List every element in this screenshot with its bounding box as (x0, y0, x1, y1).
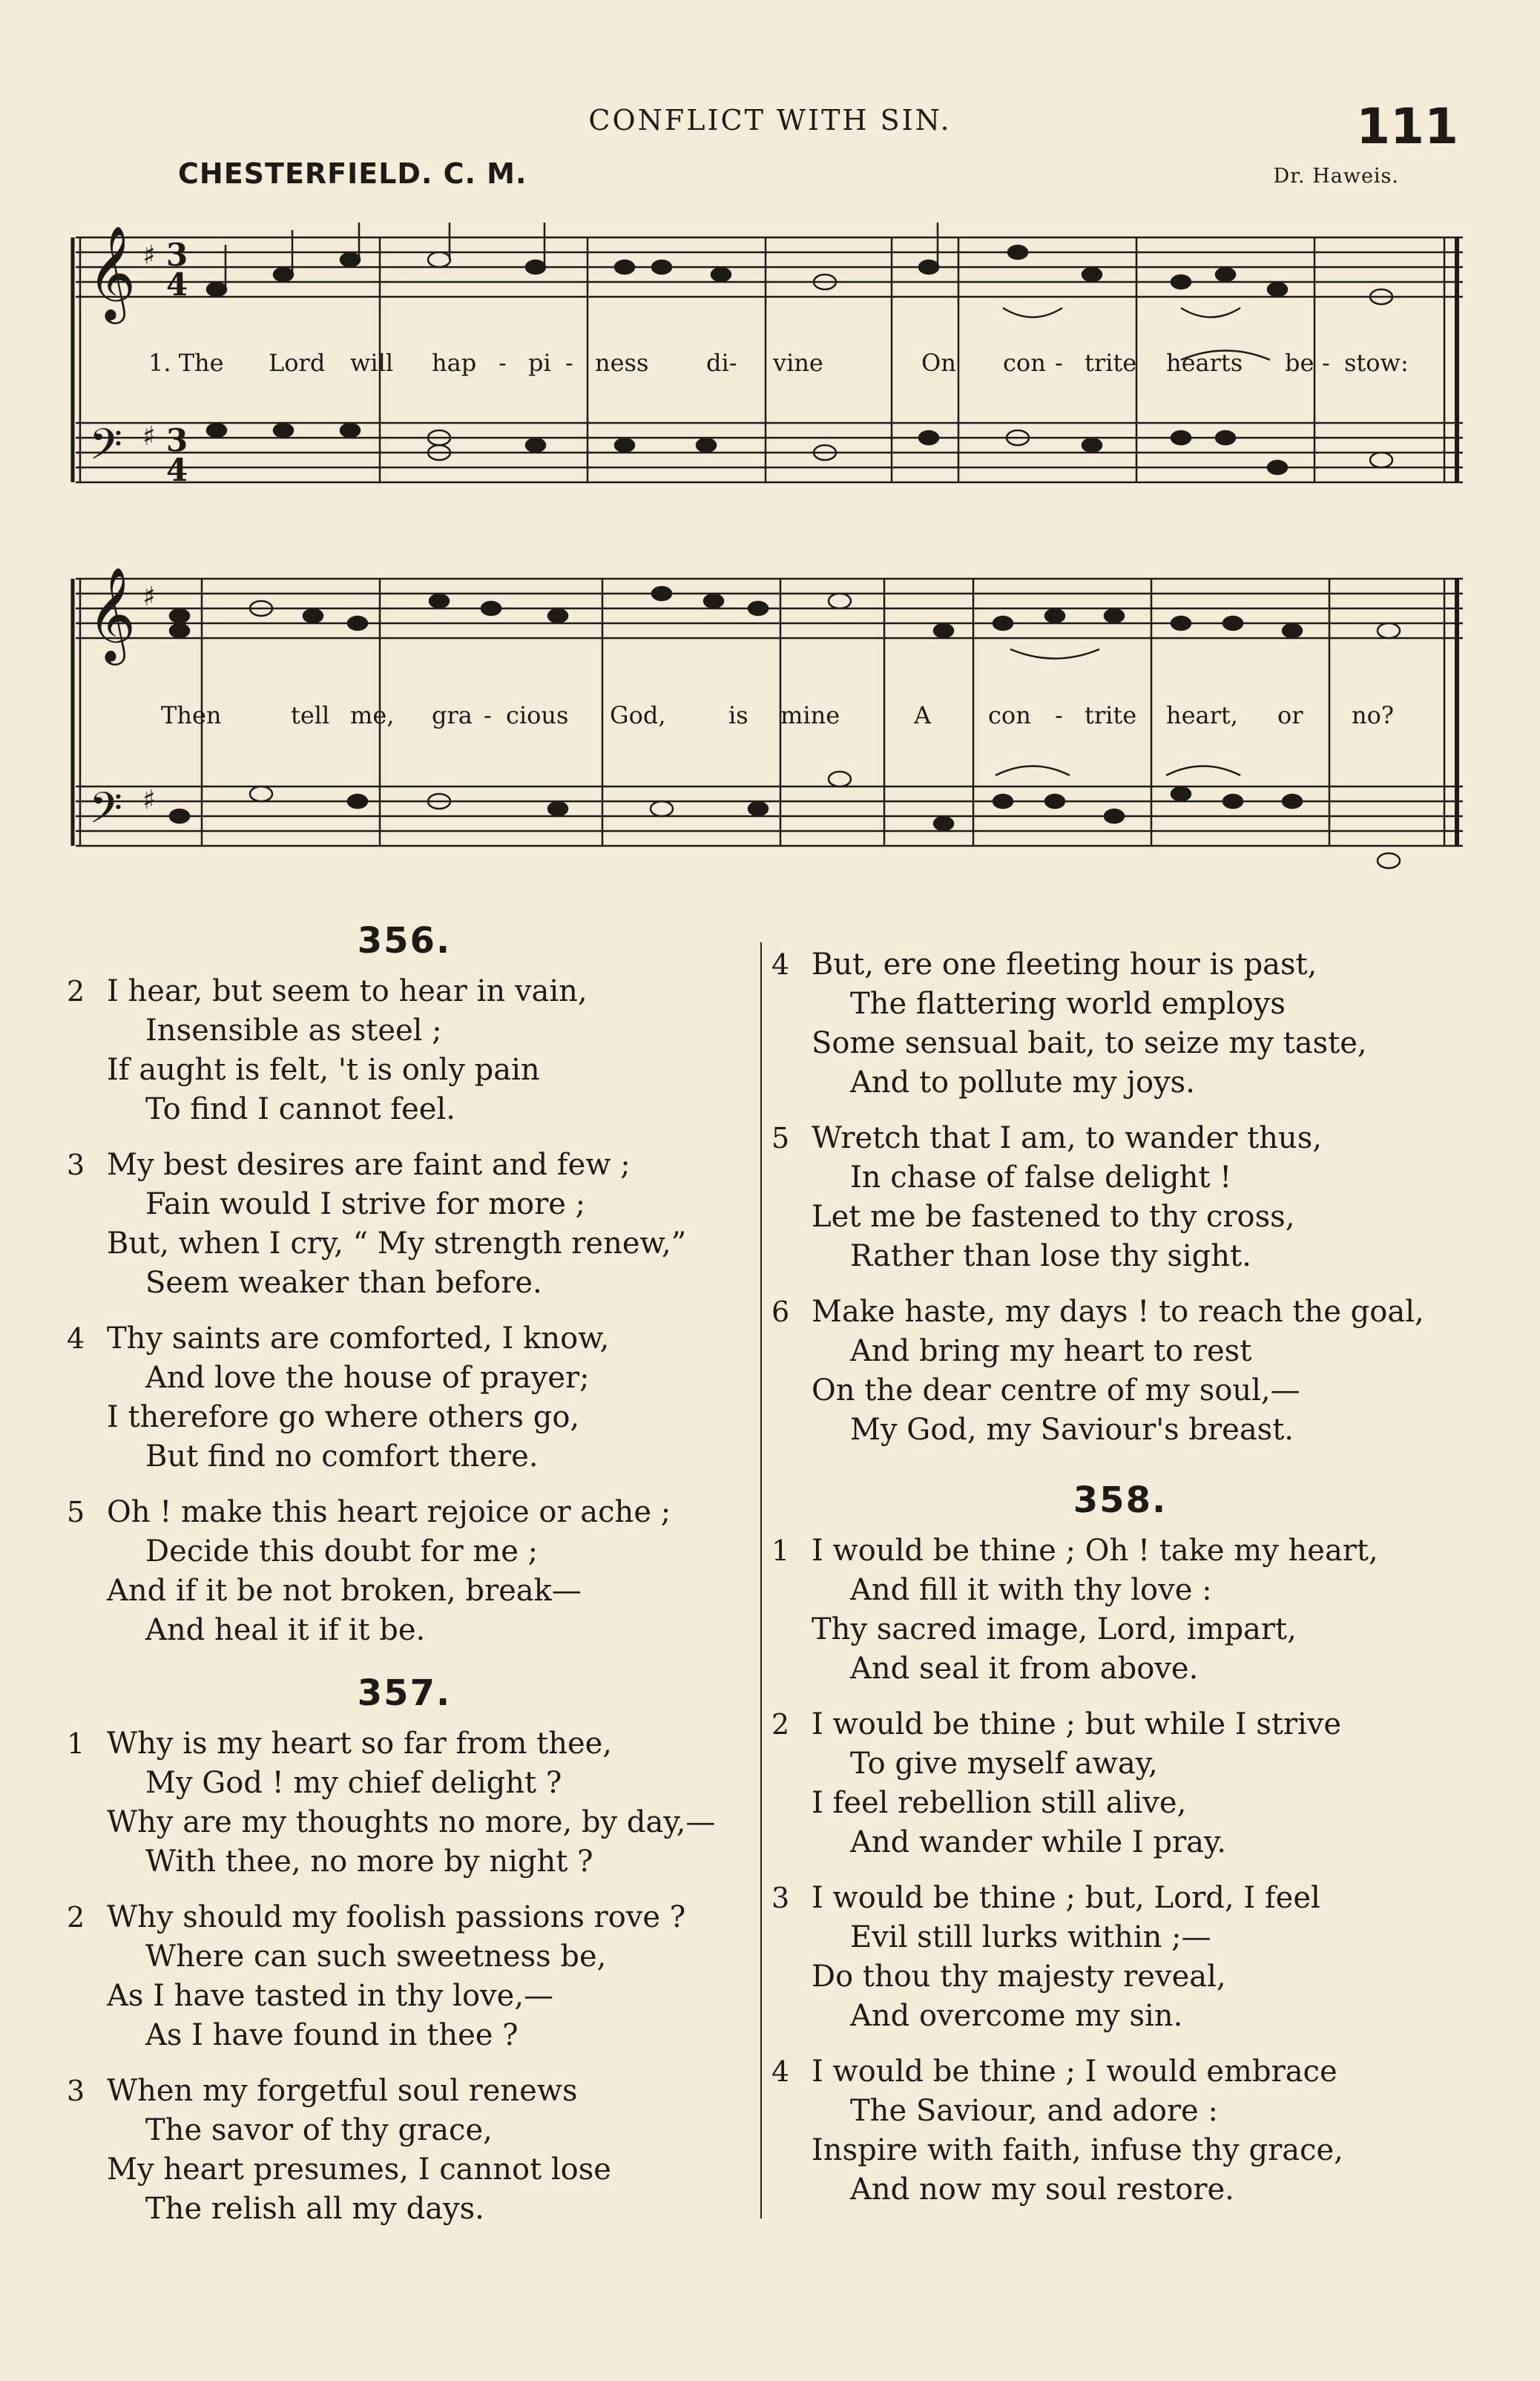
column-divider (760, 942, 762, 2219)
verse-line: Insensible as steel ; (145, 1014, 442, 1048)
svg-text:𝄢: 𝄢 (89, 783, 123, 844)
lyric-syllable: Then (161, 701, 222, 729)
verse-line: The savor of thy grace, (145, 2113, 493, 2147)
lyric-syllable: con (988, 701, 1031, 729)
verse-line: And fill it with thy love : (850, 1573, 1212, 1607)
hymn-number-358: 358. (1073, 1479, 1168, 1521)
left-column (59, 920, 749, 2245)
stanza-number: 2 (67, 1901, 85, 1934)
lyric-syllable: cious (506, 701, 569, 729)
lyric-syllable: di- (706, 349, 737, 377)
stanza (59, 1319, 749, 1477)
verse-line: Wretch that I am, to wander thus, (812, 1121, 1322, 1155)
lyric-syllable: God, (610, 701, 666, 729)
lyric-syllable: Lord (269, 349, 326, 377)
verse-line: Thy saints are comforted, I know, (107, 1321, 610, 1356)
verse-line: I therefore go where others go, (107, 1400, 580, 1434)
stanza-number: 6 (771, 1295, 790, 1328)
verse-line: My God, my Saviour's breast. (850, 1413, 1294, 1447)
stanza (764, 1293, 1476, 1450)
verse-line: My God ! my chief delight ? (145, 1766, 562, 1800)
verse-line: And to pollute my joys. (850, 1065, 1195, 1100)
lyric-syllable: or (1277, 701, 1303, 729)
verse-line: Make haste, my days ! to reach the goal, (812, 1295, 1424, 1329)
verse-line: Seem weaker than before. (145, 1266, 542, 1300)
lyric-syllable: con (1003, 349, 1046, 377)
verse-line: But, ere one fleeting hour is past, (812, 948, 1317, 982)
stanza (59, 1724, 749, 1882)
verse-line: I would be thine ; but, Lord, I feel (812, 1881, 1320, 1915)
composer-name: Dr. Haweis. (1273, 165, 1399, 188)
lyric-syllable: - (1055, 349, 1063, 377)
page-number: 111 (1356, 98, 1458, 155)
lyric-syllable: is (728, 701, 748, 729)
svg-text:𝄞: 𝄞 (88, 225, 136, 320)
verse-line: To give myself away, (850, 1747, 1158, 1781)
stanza-number: 2 (67, 975, 85, 1008)
verse-line: As I have found in thee ? (145, 2018, 519, 2052)
verse-line: And now my soul restore. (850, 2173, 1234, 2207)
svg-text:♯: ♯ (142, 421, 156, 452)
svg-text:♯: ♯ (142, 240, 156, 271)
verse-line: But, when I cry, “ My strength renew,” (107, 1226, 687, 1261)
lyric-line-1 (68, 349, 1478, 378)
svg-text:♯: ♯ (142, 785, 156, 815)
verse-line: To find I cannot feel. (145, 1092, 455, 1126)
verse-line: Why is my heart so far from thee, (107, 1727, 613, 1761)
verse-line: I would be thine ; Oh ! take my heart, (812, 1534, 1378, 1568)
svg-text:𝄢: 𝄢 (89, 419, 123, 480)
verse-line: And overcome my sin. (850, 1999, 1183, 2033)
running-head: CONFLICT WITH SIN. (588, 104, 952, 137)
lyric-syllable: tell (291, 701, 330, 729)
stanza (59, 972, 749, 1129)
stanza-number: 3 (771, 1882, 790, 1914)
stanza-number: 1 (67, 1727, 85, 1760)
hymn-texts (0, 920, 1540, 2256)
lyric-syllable: gra (432, 701, 473, 729)
svg-text:4: 4 (166, 452, 188, 488)
svg-text:4: 4 (166, 266, 188, 303)
lyric-syllable: - (484, 701, 492, 729)
verse-line: Let me be fastened to thy cross, (812, 1200, 1295, 1234)
verse-line: On the dear centre of my soul,— (812, 1373, 1300, 1408)
stanza-number: 3 (67, 2075, 85, 2107)
stanza (764, 1119, 1476, 1276)
lyric-syllable: mine (780, 701, 840, 729)
stanza (764, 1531, 1476, 1689)
verse-line: My heart presumes, I cannot lose (107, 2152, 611, 2187)
verse-line: As I have tasted in thy love,— (107, 1979, 554, 2013)
svg-text:𝄞: 𝄞 (88, 566, 136, 661)
verse-line: Some sensual bait, to seize my taste, (812, 1026, 1367, 1060)
verse-line: Where can such sweetness be, (145, 1940, 607, 1974)
stanza-number: 5 (771, 1122, 790, 1155)
verse-line: If aught is felt, 't is only pain (107, 1053, 540, 1087)
lyric-syllable: - (565, 349, 573, 377)
lyric-syllable: vine (773, 349, 823, 377)
stanza (764, 945, 1476, 1103)
lyric-syllable: will (350, 349, 394, 377)
stanza-number: 1 (771, 1534, 790, 1567)
verse-line: In chase of false delight ! (850, 1160, 1232, 1195)
verse-line: My best desires are faint and few ; (107, 1148, 631, 1182)
verse-line: Decide this doubt for me ; (145, 1534, 539, 1569)
verse-line: I hear, but seem to hear in vain, (107, 974, 588, 1008)
lyric-syllable: A (914, 701, 932, 729)
verse-line: I would be thine ; but while I strive (812, 1707, 1342, 1741)
stanza-number: 4 (771, 2055, 790, 2088)
verse-line: Evil still lurks within ;— (850, 1920, 1211, 1954)
lyric-syllable: 1. The (148, 349, 224, 377)
stanza-number: 2 (771, 1708, 790, 1741)
stanza-number: 3 (67, 1149, 85, 1181)
lyric-syllable: no? (1352, 701, 1395, 729)
lyric-syllable: hearts (1166, 349, 1243, 377)
lyric-syllable: trite (1085, 349, 1137, 377)
stanza-number: 5 (67, 1496, 85, 1528)
stanza (59, 1146, 749, 1303)
hymn-number-357: 357. (357, 1672, 452, 1714)
verse-line: And heal it if it be. (145, 1613, 426, 1647)
svg-text:3: 3 (166, 237, 188, 273)
verse-line: Inspire with faith, infuse thy grace, (812, 2133, 1343, 2167)
lyric-syllable: trite (1085, 701, 1137, 729)
right-column (764, 920, 1476, 2226)
stanza (59, 1493, 749, 1650)
verse-line: When my forgetful soul renews (107, 2074, 578, 2108)
verse-line: I feel rebellion still alive, (812, 1786, 1187, 1820)
svg-text:♯: ♯ (142, 582, 156, 612)
lyric-syllable: me, (350, 701, 395, 729)
lyric-line-2 (68, 701, 1478, 731)
verse-line: Rather than lose thy sight. (850, 1239, 1251, 1273)
music-system-1 (68, 223, 1478, 542)
svg-text:3: 3 (166, 422, 188, 459)
verse-line: And bring my heart to rest (850, 1334, 1252, 1368)
stanza (764, 1705, 1476, 1862)
music-system-2 (68, 564, 1478, 890)
verse-line: Oh ! make this heart rejoice or ache ; (107, 1495, 671, 1529)
lyric-syllable: pi (528, 349, 551, 377)
lyric-syllable: be (1285, 349, 1314, 377)
music-notation-1 (68, 223, 1478, 542)
lyric-syllable: ness (595, 349, 649, 377)
stanza (764, 2052, 1476, 2210)
lyric-syllable: - (1055, 701, 1063, 729)
verse-line: The flattering world employs (850, 987, 1286, 1021)
stanza (59, 2072, 749, 2229)
verse-line: Why should my foolish passions rove ? (107, 1900, 686, 1934)
verse-line: Why are my thoughts no more, by day,— (107, 1805, 716, 1839)
lyric-syllable: On (921, 349, 956, 377)
verse-line: And seal it from above. (850, 1652, 1199, 1686)
stanza-number: 4 (771, 948, 790, 981)
verse-line: And wander while I pray. (850, 1825, 1226, 1859)
lyric-syllable: heart, (1166, 701, 1238, 729)
verse-line: I would be thine ; I would embrace (812, 2055, 1337, 2089)
lyric-syllable: - (1322, 349, 1330, 377)
stanza (59, 1898, 749, 2055)
verse-line: And love the house of prayer; (145, 1361, 590, 1395)
verse-line: The Saviour, and adore : (850, 2094, 1218, 2128)
tune-name: CHESTERFIELD. C. M. (178, 157, 527, 190)
verse-line: And if it be not broken, break— (107, 1574, 582, 1608)
verse-line: But find no comfort there. (145, 1439, 539, 1474)
verse-line: The relish all my days. (145, 2192, 484, 2226)
verse-line: With thee, no more by night ? (145, 1845, 593, 1879)
verse-line: Do thou thy majesty reveal, (812, 1960, 1226, 1994)
verse-line: Thy sacred image, Lord, impart, (812, 1612, 1297, 1646)
lyric-syllable: - (498, 349, 507, 377)
stanza-number: 4 (67, 1322, 85, 1355)
lyric-syllable: stow: (1344, 349, 1409, 377)
lyric-syllable: hap (432, 349, 477, 377)
hymn-number-356: 356. (357, 920, 452, 962)
stanza (764, 1879, 1476, 2036)
verse-line: Fain would I strive for more ; (145, 1187, 586, 1221)
